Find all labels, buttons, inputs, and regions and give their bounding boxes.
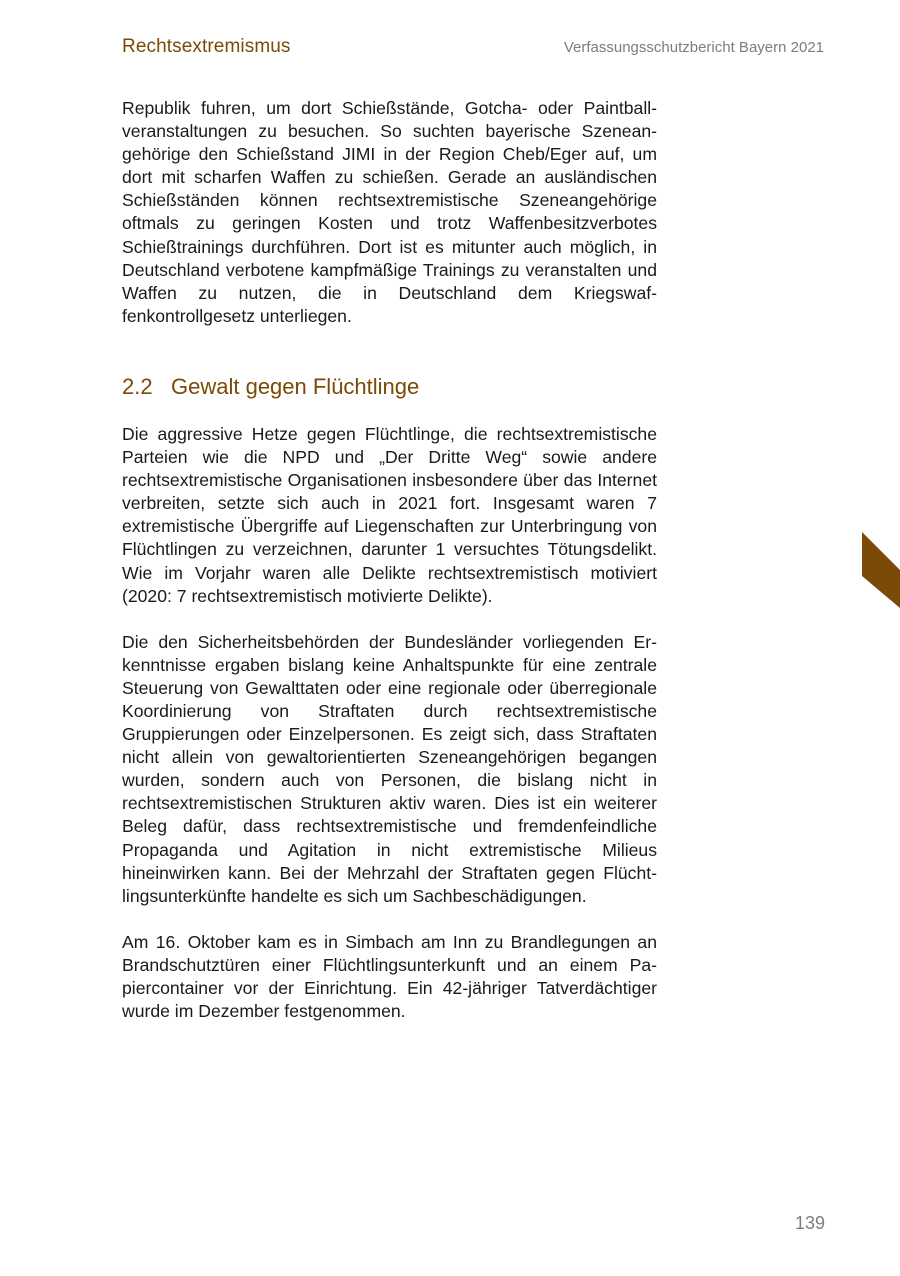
paragraph-2: Die den Sicherheitsbehörden der Bundesländer vorliegenden Erkenntnisse ergaben bislang keine Anhaltspunkte für eine zentrale Steuerung von Gewalttaten oder eine regionale oder überregionale Koordinierung von Straftaten durch rechtsextremistische Gruppierungen oder Einzelpersonen. Es zeigt sich, dass Straftaten nicht allein von gewaltorientierten Szeneangehörigen begangen wurden, sondern auch von Personen, die bislang nicht in rechtsextremistischen Strukturen aktiv waren. Dies ist ein weiterer Beleg dafür, dass rechtsextremistische und fremdenfeindliche Propaganda und Agitation in nicht extremistische Milieus hineinwirken kann. Bei der Mehrzahl der Straftaten gegen Flüchtlingsunterkünfte handelte es sich um Sachbeschädigungen. [122, 631, 657, 906]
running-head-publication: Verfassungsschutzbericht Bayern 2021 [563, 39, 824, 56]
paragraph-1: Die aggressive Hetze gegen Flüchtlinge, die rechtsextremistische Parteien wie die NPD und „Der Dritte Weg“ sowie andere rechtsextremistische Organisationen insbesondere über das Internet verbreiten, setzte sich auch in 2021 fort. Insgesamt waren 7 extremistische Übergriffe auf Liegenschaften zur Unterbringung von Flüchtlingen zu verzeichnen, darunter 1 versuchtes Tötungsdelikt. Wie im Vorjahr waren alle Delikte rechtsextremistisch motiviert (2020: 7 rechtsextremistisch motivierte Delikte). [122, 423, 657, 606]
main-content [122, 97, 657, 1023]
running-head-section: Rechtsextremismus [122, 36, 291, 57]
paragraph-3: Am 16. Oktober kam es in Simbach am Inn zu Brandlegungen an Brandschutztüren einer Flüchtlingsunterkunft und an einem Papiercontainer vor der Einrichtung. Ein 42-jähriger Tatverdächtiger wurde im Dezember festgenommen. [122, 931, 657, 1022]
page-number: 139 [794, 1213, 825, 1233]
section-number: 2.2 [122, 373, 153, 399]
section-title: Gewalt gegen Flüchtlinge [171, 373, 420, 399]
section-heading [122, 374, 657, 400]
chapter-marker-tab-icon [862, 532, 900, 608]
intro-paragraph: Republik fuhren, um dort Schießstände, Gotcha- oder Paintballveranstaltungen zu besuchen. So suchten bayerische Szeneangehörige den Schießstand JIMI in der Region Cheb/Eger auf, um dort mit scharfen Waffen zu schießen. Gerade an ausländischen Schießständen können rechtsextremistische Szeneangehörige oftmals zu geringen Kosten und trotz Waffenbesitzverbotes Schießtrainings durchführen. Dort ist es mitunter auch möglich, in Deutschland verbotene kampfmäßige Trainings zu veranstalten und Waffen zu nutzen, die in Deutschland dem Kriegswaffenkontrollgesetz unterliegen. [122, 98, 657, 326]
